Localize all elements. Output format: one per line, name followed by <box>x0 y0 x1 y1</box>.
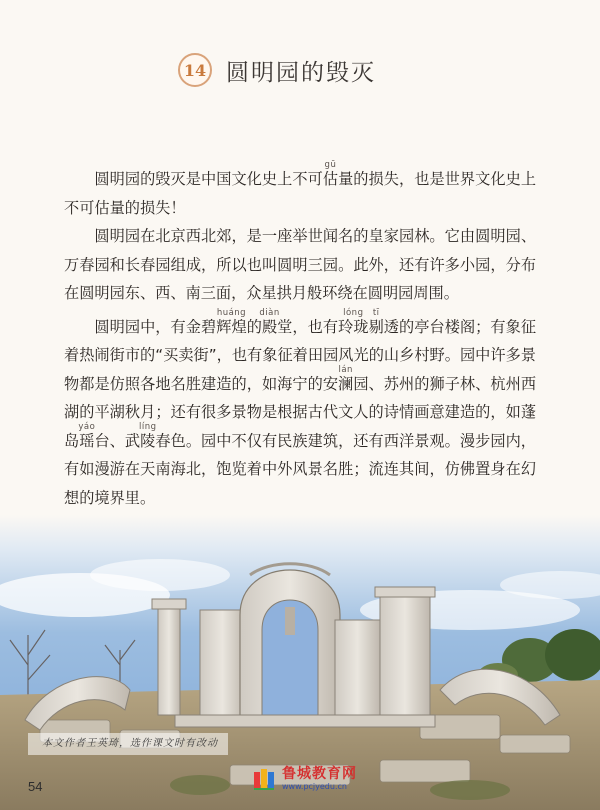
author-caption: 本文作者王英琦，选作课文时有改动 <box>28 733 228 755</box>
pinyin-ti: 剔tī <box>368 307 384 336</box>
watermark-name: 鲁城教育网 <box>282 766 357 782</box>
lesson-number-badge: 14 <box>178 53 212 87</box>
article-body <box>64 160 536 512</box>
lesson-header <box>178 50 376 90</box>
watermark-url: www.pcjyedu.cn <box>282 782 347 791</box>
paragraph-3: 圆明园中，有金碧辉煌huáng的殿diàn堂，也有玲珑lóng剔tī透的亭台楼阁；有象征着热闹街市的“买卖街”，也有象征着田园风光的山乡村野。园中许多景物都是仿照各地名胜建造的，如海宁的安澜lán园、苏州的狮子林、杭州西湖的平湖秋月；还有很多景物是根据古代文人的诗情画意建造的，如蓬岛瑶yáo台、武陵líng春色。园中不仅有民族建筑，还有西洋景观。漫步园内，有如漫游在天南海北，饱览着中外风景名胜；流连其间，仿佛置身在幻想的境界里。 <box>64 307 537 507</box>
pinyin-long: 玲珑lóng <box>338 307 369 336</box>
pinyin-yao: 瑶yáo <box>78 421 96 450</box>
pinyin-lan: 澜lán <box>338 364 354 393</box>
site-watermark <box>252 766 357 792</box>
pinyin-dian: 殿diàn <box>259 307 280 336</box>
pinyin-huang: 辉煌huáng <box>216 307 247 336</box>
pinyin-ling: 陵líng <box>138 421 157 450</box>
paragraph-1: 圆明园的毁灭是中国文化史上不可估gū量的损失，也是世界文化史上不可估量的损失！ <box>64 160 537 217</box>
lesson-title: 圆明园的毁灭 <box>226 59 376 86</box>
paragraph-2: 圆明园在北京西北郊，是一座举世闻名的皇家园林。它由圆明园、万春园和长春园组成，所以也叫圆明三园。此外，还有许多小园，分布在圆明园东、西、南三面，众星拱月般环绕在圆明园周围。 <box>64 227 536 302</box>
pinyin-gu: 估gū <box>322 160 339 188</box>
watermark-logo-icon <box>252 766 278 792</box>
page-number: 54 <box>28 779 43 794</box>
